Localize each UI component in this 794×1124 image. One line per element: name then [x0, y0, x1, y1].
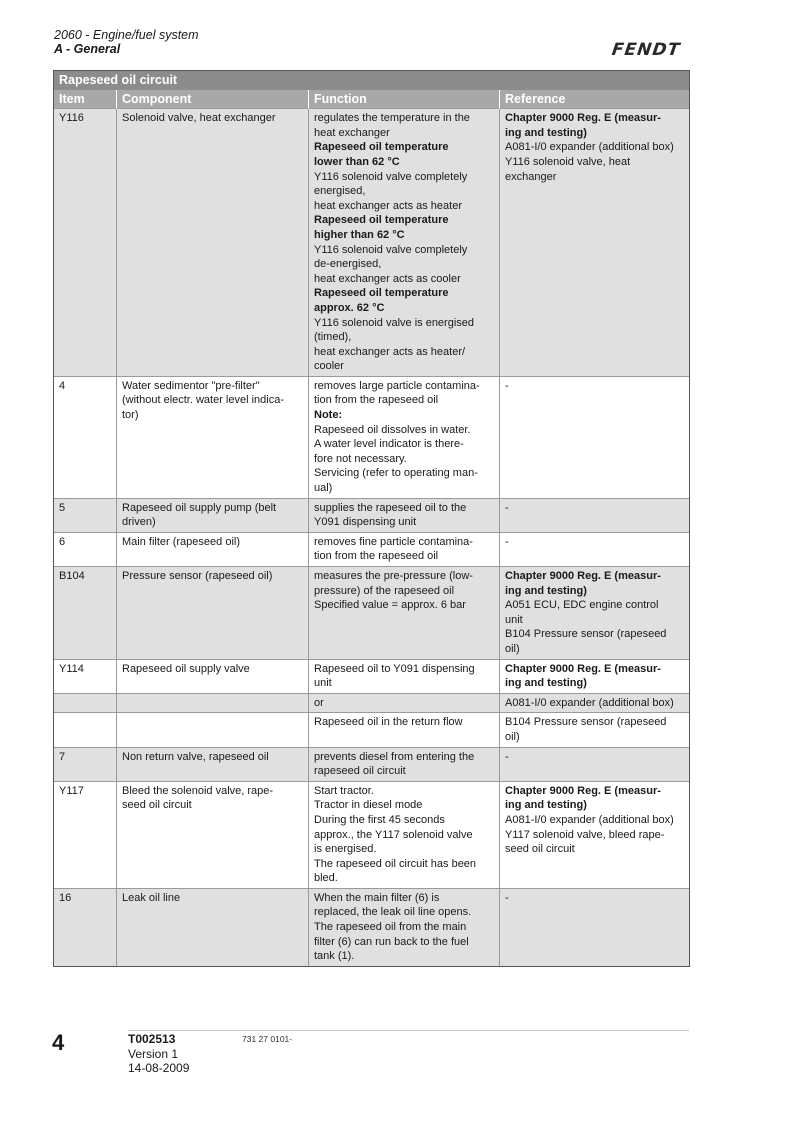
cell-function	[309, 659, 500, 693]
cell-function	[309, 781, 500, 888]
cell-component	[117, 693, 309, 713]
document-date: 14-08-2009	[128, 1061, 190, 1075]
cell-reference	[500, 781, 690, 888]
component-text-line: Water sedimentor "pre-filter"	[122, 379, 260, 392]
function-text-line: ual)	[314, 482, 333, 495]
function-text-line: approx. 62 °C	[314, 301, 385, 314]
reference-text-line: exchanger	[505, 170, 557, 183]
table-row	[54, 659, 690, 693]
reference-text-line: A081-I/0 expander (additional box)	[505, 141, 674, 154]
function-text-line: heat exchanger acts as cooler	[314, 272, 461, 285]
cell-function	[309, 109, 500, 377]
cell-item: 5	[54, 498, 117, 532]
cell-item: 7	[54, 747, 117, 781]
cell-reference	[500, 747, 690, 781]
cell-reference	[500, 109, 690, 377]
function-text-line: is energised.	[314, 843, 377, 856]
function-text-line: measures the pre-pressure (low-	[314, 570, 473, 582]
function-text-line: removes fine particle contamina-	[314, 535, 473, 548]
cell-item: Y117	[54, 781, 117, 888]
page-number: 4	[52, 1030, 65, 1055]
function-text-line: de-energised,	[314, 258, 382, 271]
column-header-item: Item	[54, 90, 117, 109]
reference-text-line: Chapter 9000 Reg. E (measur-	[505, 784, 661, 797]
reference-text-line: oil)	[505, 642, 520, 655]
component-text-line: seed oil circuit	[122, 799, 192, 812]
component-text-line: Main filter (rapeseed oil)	[122, 535, 240, 548]
cell-item	[54, 693, 117, 713]
column-header-component: Component	[117, 90, 309, 109]
function-text-line: Servicing (refer to operating man-	[314, 467, 478, 480]
reference-text-line: A081-I/0 expander (additional box)	[505, 696, 674, 709]
table-header-row	[54, 90, 690, 109]
function-text-line: Rapeseed oil temperature	[314, 287, 449, 300]
cell-reference	[500, 888, 690, 966]
cell-item: B104	[54, 567, 117, 660]
table-row	[54, 713, 690, 747]
table-row	[54, 781, 690, 888]
component-text-line: Bleed the solenoid valve, rape-	[122, 784, 274, 797]
function-text-line: energised,	[314, 185, 366, 198]
reference-text-line: A081-I/0 expander (additional box)	[505, 813, 674, 826]
cell-item: 16	[54, 888, 117, 966]
reference-text-line: B104 Pressure sensor (rapeseed	[505, 716, 667, 729]
reference-text-line: oil)	[505, 730, 520, 743]
table-row	[54, 532, 690, 566]
table-row	[54, 693, 690, 713]
function-text-line: fore not necessary.	[314, 452, 407, 465]
function-text-line: tion from the rapeseed oil	[314, 394, 439, 407]
cell-function	[309, 747, 500, 781]
reference-text-line: -	[505, 750, 509, 763]
function-text-line: The rapeseed oil from the main	[314, 921, 467, 934]
reference-text-line: unit	[505, 613, 523, 626]
component-text-line: Rapeseed oil supply pump (belt	[122, 501, 277, 514]
function-text-line: replaced, the leak oil line opens.	[314, 906, 472, 919]
part-number: 731 27 0101-	[242, 1034, 293, 1044]
function-text-line: prevents diesel from entering the	[314, 750, 475, 763]
document-info	[128, 1032, 189, 1076]
cell-function	[309, 888, 500, 966]
cell-component	[117, 713, 309, 747]
function-text-line: heat exchanger acts as heater/	[314, 345, 466, 358]
function-text-line: heat exchanger acts as heater	[314, 199, 462, 212]
reference-text-line: ing and testing)	[505, 677, 587, 690]
cell-item: Y116	[54, 109, 117, 377]
cell-function	[309, 532, 500, 566]
component-text-line: Rapeseed oil supply valve	[122, 662, 250, 675]
function-text-line: Rapeseed oil dissolves in water.	[314, 423, 471, 436]
component-text-line: Solenoid valve, heat exchanger	[122, 112, 276, 125]
reference-text-line: -	[505, 535, 509, 548]
function-text-line: higher than 62 °C	[314, 228, 405, 241]
function-text-line: Y116 solenoid valve completely	[314, 170, 468, 183]
cell-item	[54, 713, 117, 747]
cell-component	[117, 498, 309, 532]
function-text-line: A water level indicator is there-	[314, 438, 464, 451]
function-text-line: Y116 solenoid valve completely	[314, 243, 468, 256]
cell-reference	[500, 713, 690, 747]
function-text-line: filter (6) can run back to the fuel	[314, 935, 469, 948]
table-row	[54, 888, 690, 966]
cell-reference	[500, 532, 690, 566]
function-text-line: Rapeseed oil temperature	[314, 214, 449, 227]
table-title: Rapeseed oil circuit	[54, 71, 690, 90]
cell-component	[117, 888, 309, 966]
header-subsection-title: A - General	[54, 42, 121, 56]
function-text-line: Y116 solenoid valve is energised	[314, 316, 475, 329]
reference-text-line: A051 ECU, EDC engine control	[505, 599, 659, 612]
cell-reference	[500, 376, 690, 498]
reference-text-line: -	[505, 501, 509, 514]
reference-text-line: Chapter 9000 Reg. E (measur-	[505, 570, 661, 582]
page-header	[54, 28, 199, 56]
cell-reference	[500, 693, 690, 713]
component-text-line: (without electr. water level indica-	[122, 394, 285, 407]
table-row	[54, 747, 690, 781]
function-text-line: Note:	[314, 409, 343, 422]
component-text-line: driven)	[122, 516, 156, 529]
cell-component	[117, 376, 309, 498]
cell-component	[117, 109, 309, 377]
reference-text-line: -	[505, 379, 509, 392]
footer-rule	[128, 1030, 689, 1031]
table-row	[54, 376, 690, 498]
header-section-title: 2060 - Engine/fuel system	[54, 28, 199, 42]
cell-function	[309, 713, 500, 747]
function-text-line: removes large particle contamina-	[314, 379, 480, 392]
function-text-line: lower than 62 °C	[314, 155, 400, 168]
function-text-line: During the first 45 seconds	[314, 813, 445, 826]
reference-text-line: Y116 solenoid valve, heat	[505, 155, 631, 168]
cell-component	[117, 747, 309, 781]
cell-reference	[500, 498, 690, 532]
column-header-function: Function	[309, 90, 500, 109]
function-text-line: Y091 dispensing unit	[314, 516, 417, 529]
reference-text-line: -	[505, 891, 509, 904]
reference-text-line: B104 Pressure sensor (rapeseed	[505, 628, 667, 641]
cell-component	[117, 659, 309, 693]
cell-component	[117, 781, 309, 888]
cell-component	[117, 532, 309, 566]
cell-function	[309, 567, 500, 660]
reference-text-line: ing and testing)	[505, 584, 587, 597]
cell-item: 4	[54, 376, 117, 498]
cell-function	[309, 693, 500, 713]
function-text-line: approx., the Y117 solenoid valve	[314, 828, 473, 841]
function-text-line: rapeseed oil circuit	[314, 765, 406, 778]
function-text-line: unit	[314, 677, 332, 690]
brand-logo: FENDT	[610, 40, 682, 60]
rapeseed-oil-circuit-table	[53, 70, 690, 967]
function-text-line: Rapeseed oil temperature	[314, 141, 449, 154]
reference-text-line: Chapter 9000 Reg. E (measur-	[505, 662, 661, 675]
cell-item: 6	[54, 532, 117, 566]
function-text-line: cooler	[314, 360, 344, 373]
cell-reference	[500, 567, 690, 660]
cell-function	[309, 376, 500, 498]
component-text-line: Pressure sensor (rapeseed oil)	[122, 570, 273, 582]
component-text-line: Non return valve, rapeseed oil	[122, 750, 269, 763]
reference-text-line: Y117 solenoid valve, bleed rape-	[505, 828, 665, 841]
cell-item: Y114	[54, 659, 117, 693]
function-text-line: (timed),	[314, 331, 352, 344]
function-text-line: Rapeseed oil to Y091 dispensing	[314, 662, 475, 675]
reference-text-line: Chapter 9000 Reg. E (measur-	[505, 112, 661, 125]
function-text-line: Tractor in diesel mode	[314, 799, 423, 812]
reference-text-line: ing and testing)	[505, 799, 587, 812]
document-version: Version 1	[128, 1046, 179, 1061]
reference-text-line: seed oil circuit	[505, 843, 575, 856]
function-text-line: tank (1).	[314, 950, 355, 963]
table-row	[54, 498, 690, 532]
cell-reference	[500, 659, 690, 693]
function-text-line: or	[314, 696, 324, 709]
document-code: T002513	[128, 1032, 176, 1046]
component-text-line: Leak oil line	[122, 891, 181, 904]
function-text-line: pressure) of the rapeseed oil	[314, 584, 455, 597]
function-text-line: Specified value = approx. 6 bar	[314, 599, 466, 612]
cell-function	[309, 498, 500, 532]
function-text-line: Rapeseed oil in the return flow	[314, 716, 463, 729]
function-text-line: supplies the rapeseed oil to the	[314, 501, 467, 514]
column-header-reference: Reference	[500, 90, 690, 109]
function-text-line: Start tractor.	[314, 784, 374, 797]
table-row	[54, 109, 690, 377]
function-text-line: bled.	[314, 872, 338, 885]
component-text-line: tor)	[122, 409, 139, 422]
function-text-line: regulates the temperature in the	[314, 112, 470, 125]
table-row	[54, 567, 690, 660]
function-text-line: tion from the rapeseed oil	[314, 550, 439, 563]
function-text-line: When the main filter (6) is	[314, 891, 440, 904]
function-text-line: heat exchanger	[314, 126, 390, 139]
function-text-line: The rapeseed oil circuit has been	[314, 857, 477, 870]
cell-component	[117, 567, 309, 660]
reference-text-line: ing and testing)	[505, 126, 587, 139]
